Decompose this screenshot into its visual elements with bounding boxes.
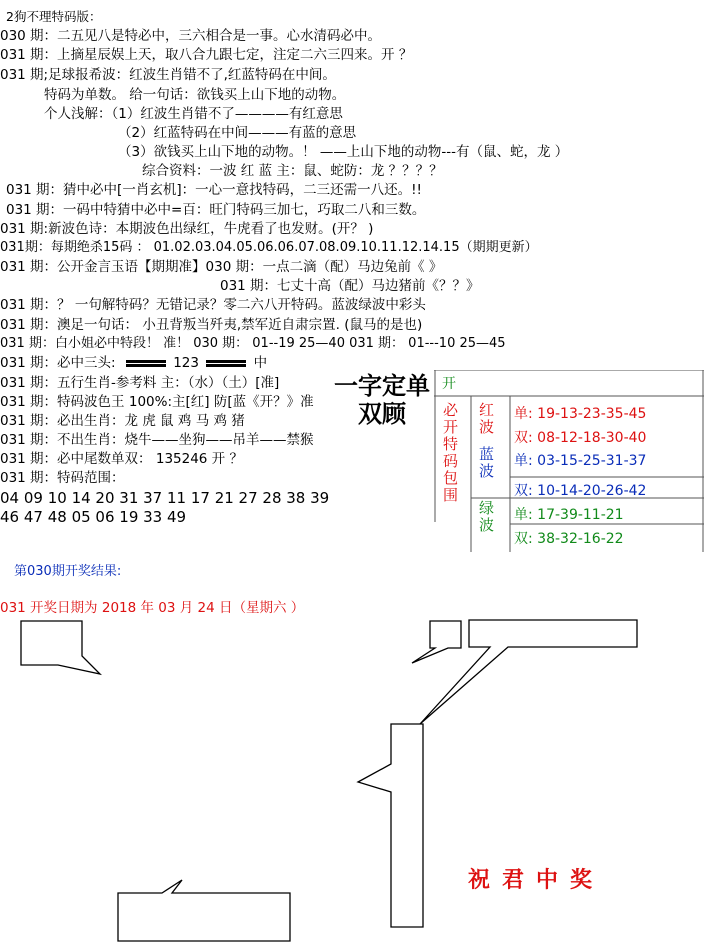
callout-box <box>420 620 637 724</box>
post-line: 特码为单数。 给一句话：欲钱买上山下地的动物。 <box>44 87 346 103</box>
bottom-box <box>118 880 290 941</box>
post-line: 个人浅解：（1）红波生肖错不了————有红意思 <box>44 106 343 122</box>
post-line: 031 期：特码范围： <box>0 470 125 486</box>
post-line: 031 期：澳足一句话： 小丑背叛当歼夷,禁军近自肃宗置. (鼠马的是也) <box>0 317 423 333</box>
number-chart <box>434 370 704 552</box>
post-line: （2）红蓝特码在中间———有蓝的意思 <box>118 125 357 141</box>
chart-row <box>514 427 646 447</box>
row-nums: 19-13-23-35-45 <box>537 406 647 422</box>
row-nums: 08-12-18-30-40 <box>537 430 647 446</box>
range-row: 04 09 10 14 20 31 37 11 17 21 27 28 38 39 <box>0 489 330 507</box>
post-line: 031 期：特码波色王 100%:主[红] 防[蓝《开？》准 <box>0 394 314 410</box>
motto: 祝君中奖 <box>468 867 605 893</box>
slogan <box>330 372 434 428</box>
chart-side-label: 必开特码包围 <box>441 402 459 504</box>
post-line: 031 期：不出生肖：烧牛——坐狗——吊羊——禁猴 <box>0 432 314 448</box>
post-line: 031 期：必出生肖：龙 虎 鼠 鸡 马 鸡 猪 <box>0 413 245 429</box>
post-line: （3）欲钱买上山下地的动物。！ ——上山下地的动物---有（鼠、蛇，龙 ） <box>118 144 569 160</box>
post-line: 031 期;足球报希波：红波生肖错不了,红蓝特码在中间。 <box>0 67 336 83</box>
post-line <box>0 354 267 372</box>
post-line: 031 期：上摘星辰娱上天，取八合九跟七定，注定二六三四来。开 ？ <box>0 47 413 63</box>
post-line: 031 期：五行生肖-参考料 主：（水）（土）[准] <box>0 375 280 391</box>
post-line: 031 期：白小姐必中特段！ 准！ 030 期： 01--19 25—40 031 期： 01---10 25—45 <box>0 336 506 351</box>
post-line: 030 期：二五见八是特必中，三六相合是一事。心水清码必中。 <box>0 28 382 44</box>
chart-row <box>514 480 646 500</box>
row-nums: 10-14-20-26-42 <box>537 483 647 499</box>
result-title: 第030期开奖结果: <box>14 564 122 579</box>
chart-group-label: 蓝波 <box>477 446 495 480</box>
callout-box <box>412 621 461 663</box>
post-line: 031 期：猜中必中[一肖玄机]：一心一意找特码，二三还需一八还。!! <box>6 182 422 198</box>
post-line: 031 期:新波色诗：本期波色出绿红，牛虎看了也发财。(开？ ) <box>0 221 374 237</box>
page-header: 2狗不理特码版： <box>6 9 102 24</box>
row-kind: 单: <box>514 453 533 469</box>
heads-value: 123 <box>173 355 199 371</box>
post-line: 031 期：？ 一句解特码？无错记录？零二六八开特码。蓝波绿波中彩头 <box>0 297 426 313</box>
chart-title: 开 <box>442 376 456 392</box>
callout-box <box>21 621 100 674</box>
post-line: 综合资料：一波 红 蓝 主：鼠、蛇防：龙 ？？？？ <box>142 163 443 179</box>
range-row: 46 47 48 05 06 19 33 49 <box>0 508 187 526</box>
post-line: 031期：每期绝杀15码 ： 01.02.03.04.05.06.06.07.08.09.10.11.12.14.15（期期更新） <box>0 240 538 255</box>
chart-group-label: 绿波 <box>477 500 495 534</box>
post-line: 031 期：必中尾数单双： 135246 开 ？ <box>0 451 243 467</box>
row-kind: 双: <box>514 531 533 547</box>
chart-row <box>514 403 646 423</box>
chart-row <box>514 450 646 470</box>
heads-bar-icon <box>126 360 166 367</box>
row-kind: 单: <box>514 507 533 523</box>
post-line: 031 期：七丈十高（配）马边猪前《？？》 <box>220 278 480 294</box>
post-line: 031 期：公开金言玉语【期期准】030 期：一点二滴（配）马边兔前《 》 <box>0 259 443 275</box>
row-kind: 单: <box>514 406 533 422</box>
heads-bar-icon <box>206 360 246 367</box>
chart-row <box>514 504 624 524</box>
heads-label: 031 期：必中三头: <box>0 355 116 371</box>
row-kind: 双: <box>514 483 533 499</box>
row-kind: 双: <box>514 430 533 446</box>
slogan-text: 一字定单双顾 <box>334 371 430 428</box>
chart-row <box>514 528 624 548</box>
pillar-box <box>358 724 423 927</box>
draw-date: 031 开奖日期为 2018 年 03 月 24 日（星期六 ） <box>0 600 305 616</box>
row-nums: 17-39-11-21 <box>537 507 624 523</box>
heads-suffix: 中 <box>253 355 268 371</box>
row-nums: 38-32-16-22 <box>537 531 624 547</box>
chart-group-label: 红波 <box>477 402 495 436</box>
row-nums: 03-15-25-31-37 <box>537 453 647 469</box>
post-line: 031 期：一码中特猜中必中=百：旺门特码三加七，巧取二八和三数。 <box>6 202 426 218</box>
